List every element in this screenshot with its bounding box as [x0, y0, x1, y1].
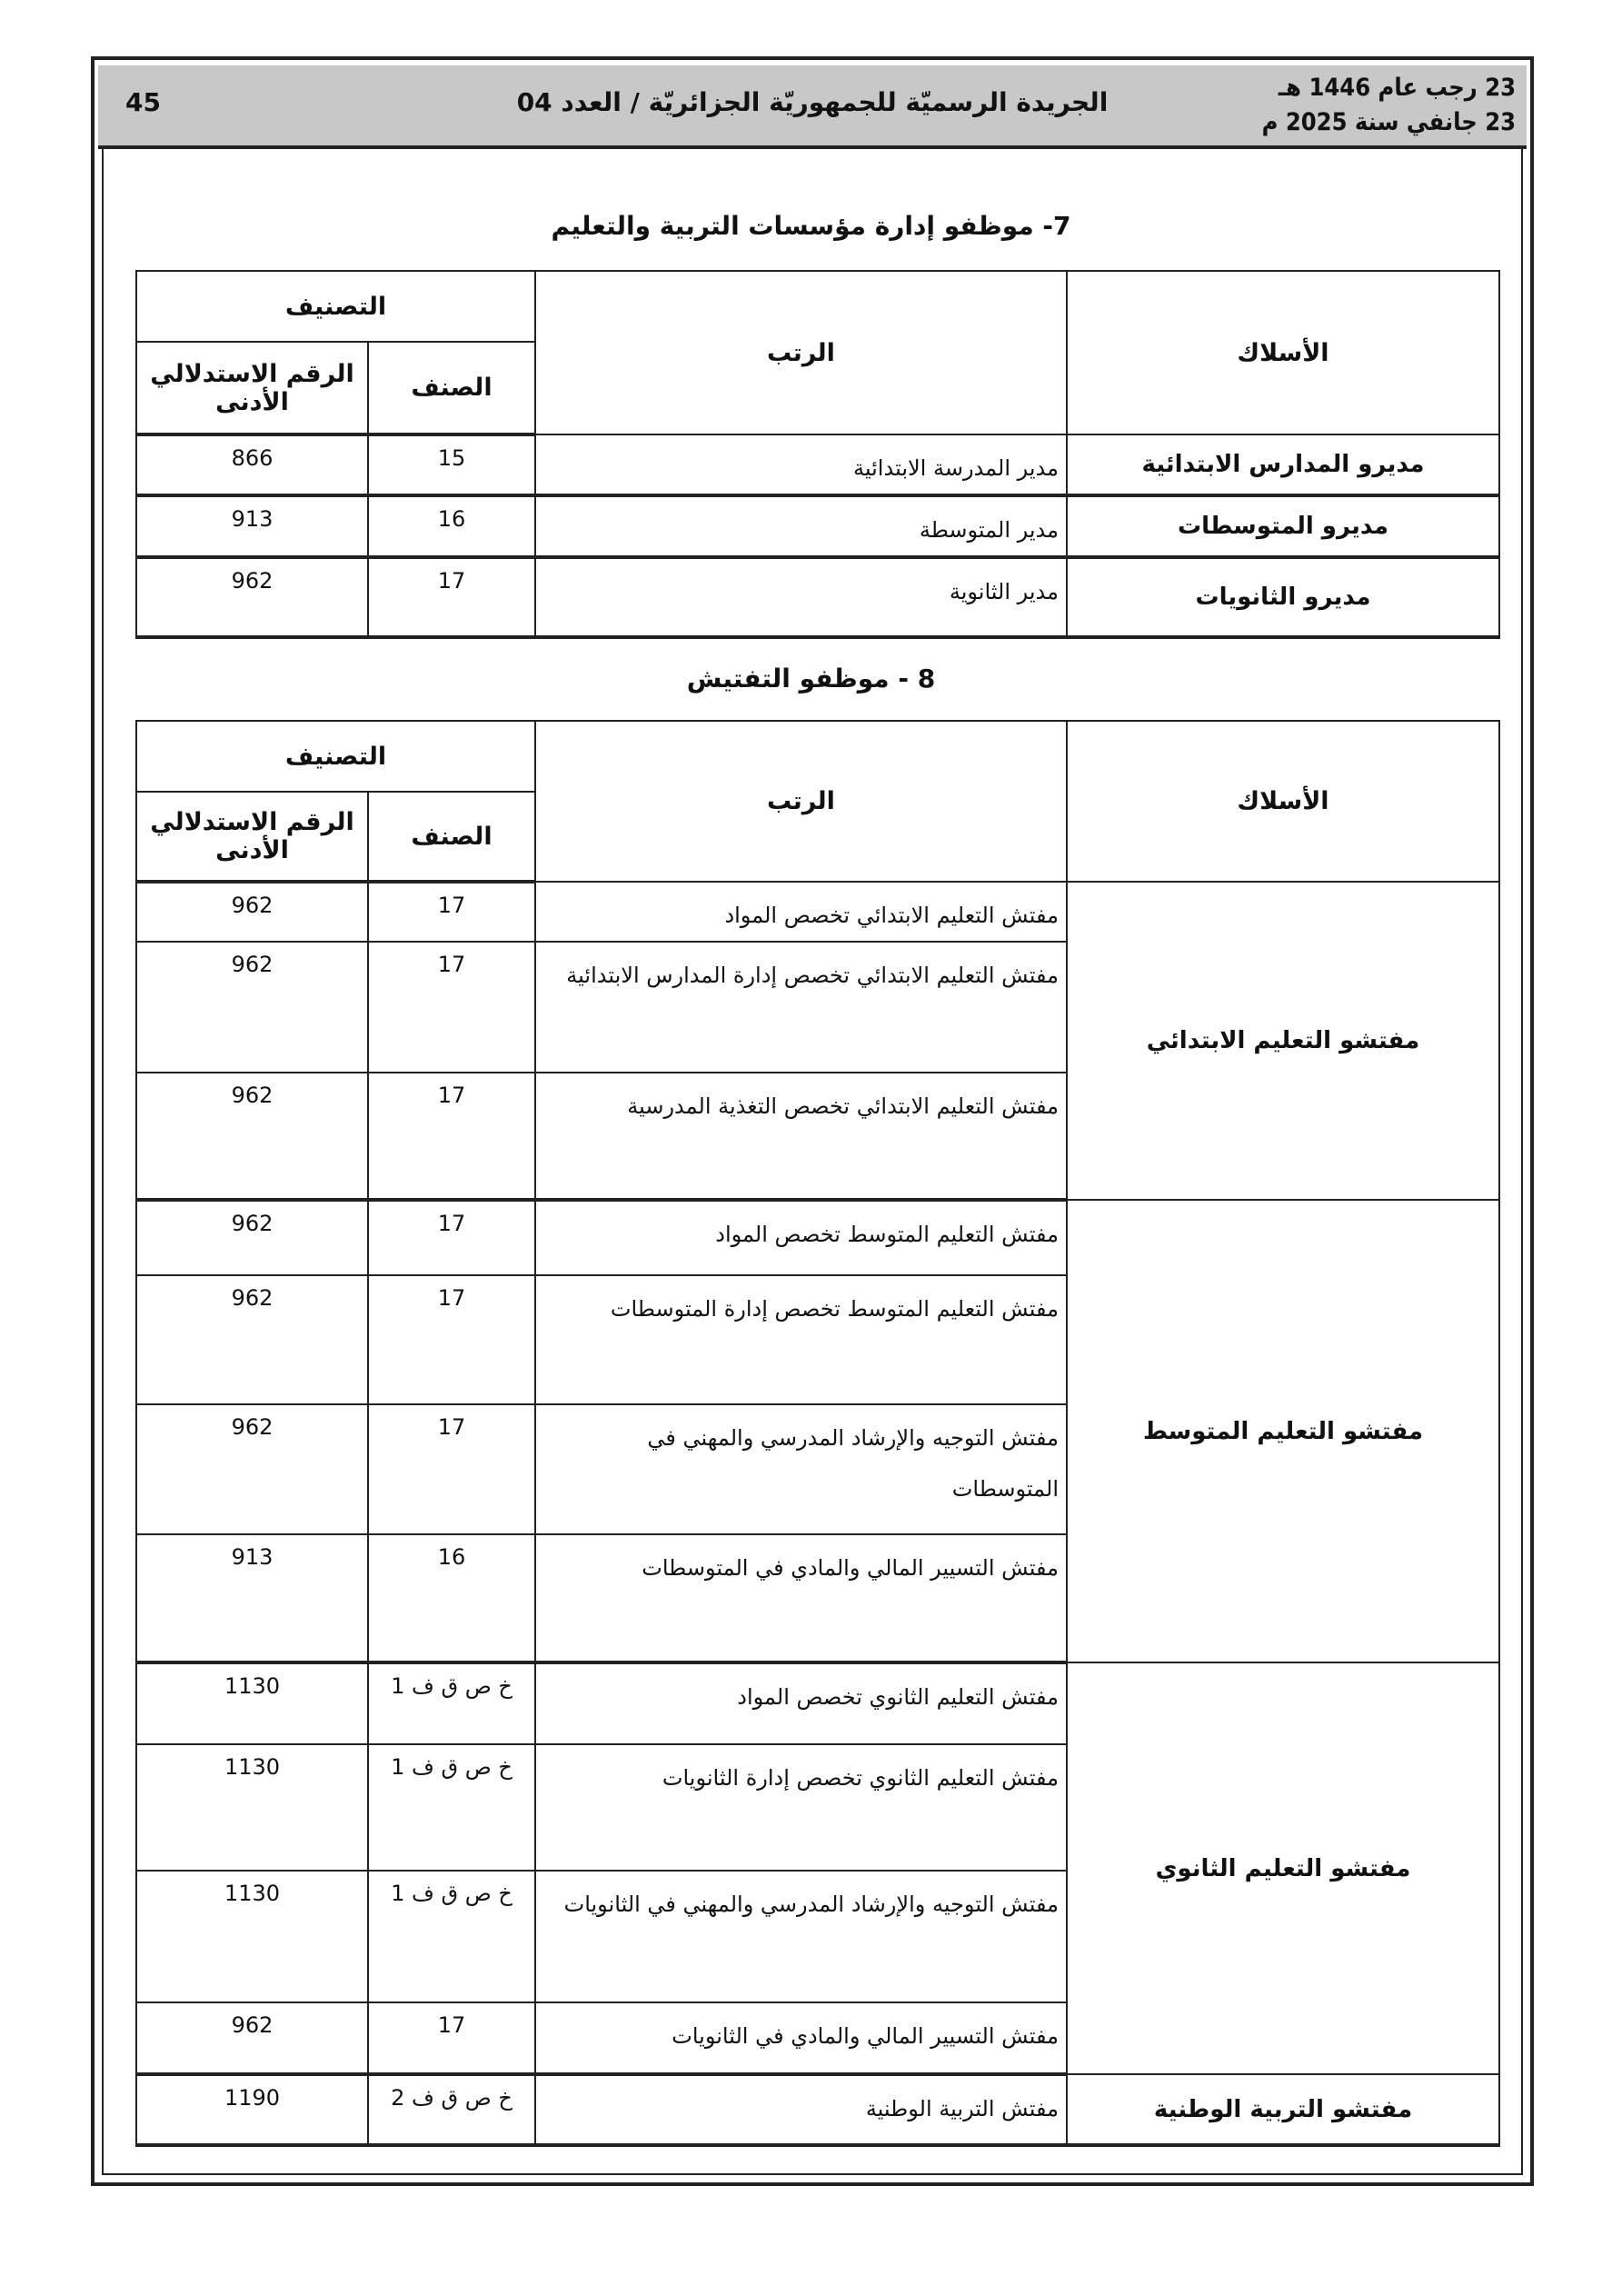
rank-cell: مفتش التعليم الثانوي تخصص إدارة الثانويات — [535, 1744, 1067, 1871]
min-index-cell: 913 — [136, 1534, 368, 1662]
category-cell: 17 — [368, 2002, 535, 2074]
rank-cell: مفتش التعليم المتوسط تخصص إدارة المتوسطات — [535, 1275, 1067, 1404]
min-index-cell: 866 — [136, 434, 368, 495]
min-index-cell: 1190 — [136, 2074, 368, 2145]
rank-cell: مفتش التسيير المالي والمادي في الثانويات — [535, 2002, 1067, 2074]
category-cell: 17 — [368, 882, 535, 942]
category-cell: 16 — [368, 1534, 535, 1662]
min-index-cell: 962 — [136, 942, 368, 1073]
min-index-cell: 1130 — [136, 1662, 368, 1744]
min-index-cell: 962 — [136, 557, 368, 637]
rank-cell: مفتش التعليم المتوسط تخصص المواد — [535, 1200, 1067, 1275]
rank-cell: مدير المدرسة الابتدائية — [535, 434, 1067, 495]
category-cell: 17 — [368, 1200, 535, 1275]
corps-cell: مديرو المدارس الابتدائية — [1067, 434, 1499, 495]
min-index-cell: 962 — [136, 1404, 368, 1534]
gazette-title: الجريدة الرسميّة للجمهوريّة الجزائريّة / العدد 04 — [516, 87, 1109, 117]
header-min-index: الرقم الاستدلالي الأدنى — [136, 792, 368, 882]
table-row — [136, 1662, 1499, 1744]
min-index-cell: 962 — [136, 1073, 368, 1200]
date-gregorian: 23 جانفي سنة 2025 م — [1261, 108, 1516, 136]
header-classification: التصنيف — [136, 721, 535, 792]
min-index-cell: 962 — [136, 1200, 368, 1275]
table-row — [136, 557, 1499, 637]
rank-cell: مفتش التعليم الابتدائي تخصص المواد — [535, 882, 1067, 942]
header-corps: الأسلاك — [1067, 271, 1499, 434]
table-row — [136, 1200, 1499, 1275]
rank-cell: مفتش التعليم الابتدائي تخصص إدارة المدارس الابتدائية — [535, 942, 1067, 1073]
category-cell: 17 — [368, 1275, 535, 1404]
category-cell: 17 — [368, 557, 535, 637]
section-title-7: 7- موظفو إدارة مؤسسات التربية والتعليم — [551, 211, 1071, 241]
rank-cell: مفتش التوجيه والإرشاد المدرسي والمهني في المتوسطات — [535, 1404, 1067, 1534]
table-row — [136, 2074, 1499, 2145]
header-ranks: الرتب — [535, 271, 1067, 434]
min-index-cell: 1130 — [136, 1744, 368, 1871]
corps-cell: مديرو الثانويات — [1067, 557, 1499, 637]
header-category: الصنف — [368, 342, 535, 434]
rank-cell: مفتش التعليم الثانوي تخصص المواد — [535, 1662, 1067, 1744]
corps-cell: مفتشو التعليم الثانوي — [1067, 1662, 1499, 2074]
min-index-cell: 1130 — [136, 1871, 368, 2002]
category-cell: 17 — [368, 1073, 535, 1200]
category-cell: 17 — [368, 942, 535, 1073]
corps-cell: مديرو المتوسطات — [1067, 495, 1499, 557]
min-index-cell: 962 — [136, 2002, 368, 2074]
category-cell: خ ص ق ف 1 — [368, 1662, 535, 1744]
category-cell: خ ص ق ف 1 — [368, 1871, 535, 2002]
rank-cell: مفتش التوجيه والإرشاد المدرسي والمهني في الثانويات — [535, 1871, 1067, 2002]
corps-cell: مفتشو التعليم الابتدائي — [1067, 882, 1499, 1200]
rank-cell: مفتش التعليم الابتدائي تخصص التغذية المدرسية — [535, 1073, 1067, 1200]
category-cell: 17 — [368, 1404, 535, 1534]
category-cell: خ ص ق ف 2 — [368, 2074, 535, 2145]
gazette-header — [98, 65, 1527, 149]
header-min-index: الرقم الاستدلالي الأدنى — [136, 342, 368, 434]
table-row — [136, 434, 1499, 495]
min-index-cell: 962 — [136, 882, 368, 942]
min-index-cell: 962 — [136, 1275, 368, 1404]
corps-cell: مفتشو التعليم المتوسط — [1067, 1200, 1499, 1662]
table-row — [136, 495, 1499, 557]
date-hijri: 23 رجب عام 1446 هـ — [1278, 74, 1516, 102]
category-cell: 16 — [368, 495, 535, 557]
header-ranks: الرتب — [535, 721, 1067, 882]
header-corps: الأسلاك — [1067, 721, 1499, 882]
table-inspection — [135, 720, 1500, 2147]
category-cell: 15 — [368, 434, 535, 495]
table-row — [136, 882, 1499, 942]
rank-cell: مفتش التسيير المالي والمادي في المتوسطات — [535, 1534, 1067, 1662]
rank-cell: مفتش التربية الوطنية — [535, 2074, 1067, 2145]
category-cell: خ ص ق ف 1 — [368, 1744, 535, 1871]
page-number: 45 — [125, 87, 161, 117]
rank-cell: مدير الثانوية — [535, 557, 1067, 637]
rank-cell: مدير المتوسطة — [535, 495, 1067, 557]
header-category: الصنف — [368, 792, 535, 882]
header-classification: التصنيف — [136, 271, 535, 342]
min-index-cell: 913 — [136, 495, 368, 557]
table-administration — [135, 270, 1500, 639]
corps-cell: مفتشو التربية الوطنية — [1067, 2074, 1499, 2145]
section-title-8: 8 - موظفو التفتيش — [686, 664, 936, 694]
